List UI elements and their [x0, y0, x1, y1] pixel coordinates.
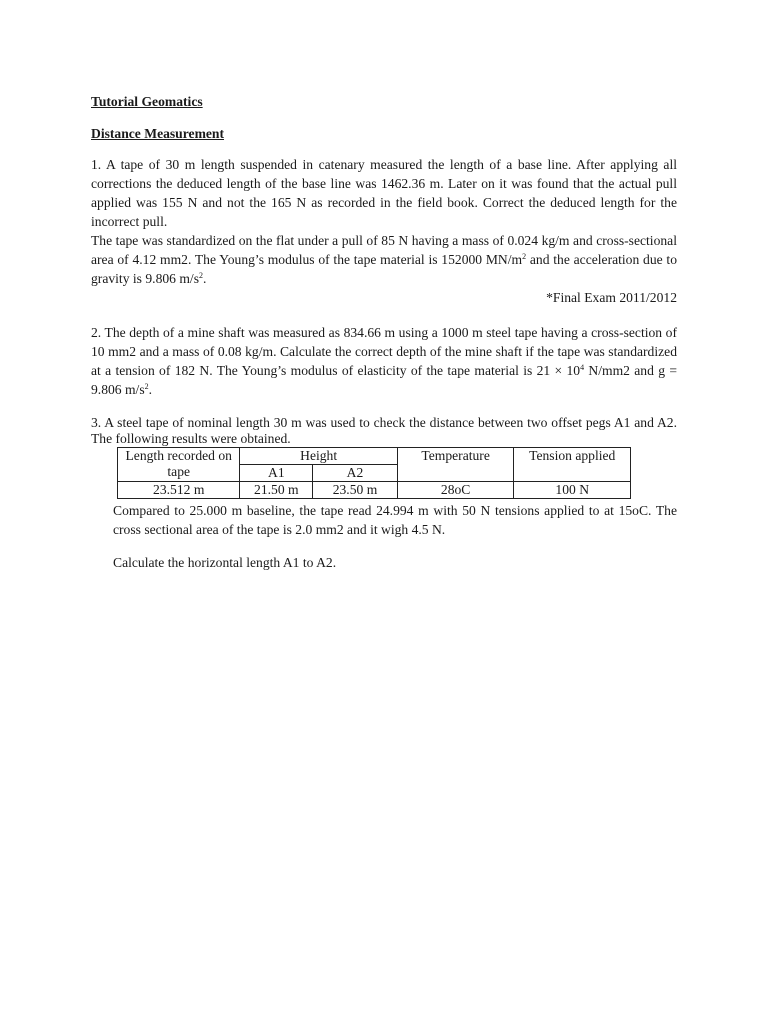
q2-text-a: 2. The depth of a mine shaft was measured as 834.66 m using a 1000 m steel tape having a cross-section of 10 mm2 and a mass of 0.08 kg/m. Calculate the correct depth of the mine shaft if the tape was standardized at a tension of 182 N. The Young’s modulus of elasticity of the tape material is 21 × 10 — [91, 325, 677, 378]
q2-text-c: . — [148, 382, 153, 397]
header-length: Length recorded on tape — [118, 448, 240, 482]
q2-sup-2: 2 — [144, 382, 149, 391]
cell-length: 23.512 m — [118, 482, 240, 499]
q1-data-text-a: The tape was standardized on the flat under a pull of 85 N having a mass of 0.024 kg/m and cross-sectional area of 4.12 mm2. The Young’s modulus of the tape material is 152000 MN/m — [91, 233, 677, 267]
q2-text-b: N/mm2 and g = 9.806 m/s — [91, 363, 677, 397]
cell-a2: 23.50 m — [313, 482, 398, 499]
question-3-intro: 3. A steel tape of nominal length 30 m was used to check the distance between two offset pegs A1 and A2. The following results were obtained. — [91, 415, 677, 446]
question-3-baseline-text: Compared to 25.000 m baseline, the tape read 24.994 m with 50 N tensions applied to at 15oC. The cross sectional area of the tape is 2.0 mm2 and it wigh 4.5 N. — [113, 503, 677, 537]
header-a2: A2 — [313, 465, 398, 482]
document-page — [91, 93, 677, 585]
question-1-text: 1. A tape of 30 m length suspended in catenary measured the length of a base line. After applying all corrections the deduced length of the base line was 1462.36 m. Later on it was found that the actual pull applied was 155 N and not the 165 N as recorded in the field book. Correct the deduced length for the incorrect pull. — [91, 157, 677, 229]
section-heading: Distance Measurement — [91, 126, 225, 141]
question-2-text — [91, 323, 677, 399]
cell-a1: 21.50 m — [240, 482, 313, 499]
q1-sup-2: 2 — [199, 271, 203, 280]
cell-tension: 100 N — [514, 482, 631, 499]
table-row — [118, 482, 631, 499]
q2-sup-1: 4 — [580, 363, 585, 372]
table-header-row — [118, 448, 631, 465]
header-tension: Tension applied — [514, 448, 631, 482]
exam-source: *Final Exam 2011/2012 — [546, 290, 677, 305]
results-table — [117, 447, 631, 499]
header-a1: A1 — [240, 465, 313, 482]
document-title: Tutorial Geomatics — [91, 94, 203, 109]
header-height: Height — [240, 448, 397, 465]
q1-sup-1: 2 — [522, 252, 527, 261]
q1-data-text-c: . — [203, 271, 207, 286]
cell-temperature: 28oC — [397, 482, 514, 499]
question-3-task: Calculate the horizontal length A1 to A2. — [113, 554, 337, 570]
q1-data-text-b: and the acceleration due to gravity is 9.806 m/s — [91, 252, 677, 286]
question-1-data — [91, 231, 677, 288]
header-temperature: Temperature — [397, 448, 514, 482]
